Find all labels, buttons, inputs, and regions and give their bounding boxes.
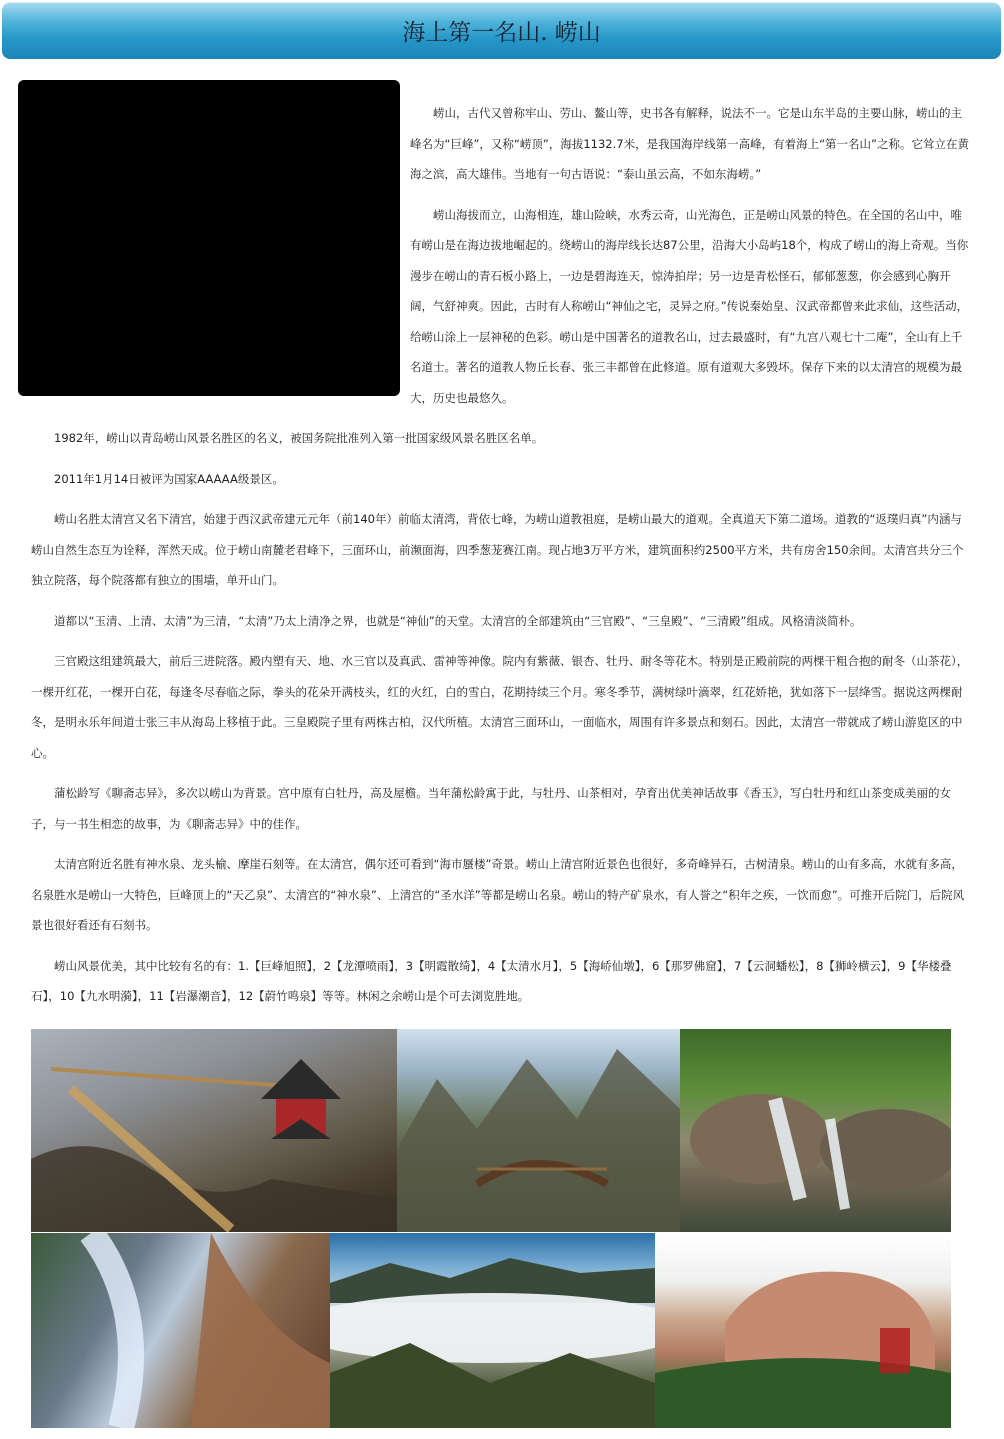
- paragraph-sanguan-hall: 三官殿这组建筑最大，前后三进院落。殿内塑有天、地、水三官以及真武、雷神等神像。院内有紫薇、银杏、牡丹、耐冬等花木。特别是正殿前院的两棵干粗合抱的耐冬（山茶花），一棵开红花，一棵开白花，每逢冬尽春临之际，拳头的花朵开满枝头，红的火红，白的雪白，花期持续三个月。寒冬季节，满树绿叶滴翠，红花娇艳，犹如落下一层绛雪。据说这两棵耐冬，是明永乐年间道士张三丰从海岛上移植于此。三皇殿院子里有两株古柏，汉代所植。太清宫三面环山，一面临水，周围有许多景点和刻石。因此，太清宫一带就成了崂山游览区的中心。: [31, 654, 969, 760]
- carved-rock-photo: [655, 1233, 951, 1428]
- page-title: 海上第一名山. 崂山: [402, 20, 601, 46]
- intro-paragraph-2: 崂山海拔而立，山海相连，雄山险峡，水秀云奇，山光海色，正是崂山风景的特色。在全国的名山中，唯有崂山是在海边拔地崛起的。绕崂山的海岸线长达87公里，沿海大小岛屿18个，构成了崂山的海上奇观。当你漫步在崂山的青石板小路上，一边是碧海连天，惊涛拍岸；另一边是青松怪石，郁郁葱葱，你会感到心胸开阔，气舒神爽。因此，古时有人称崂山“神仙之宅，灵异之府。”传说秦始皇、汉武帝都曾来此求仙，这些活动，给崂山涂上一层神秘的色彩。崂山是中国著名的道教名山，过去最盛时，有“九宫八观七十二庵”，全山有上千名道士。著名的道教人物丘长春、张三丰都曾在此修道。原有道观大多毁坏。保存下来的以太清宫的规模为最大，历史也最悠久。: [410, 207, 969, 405]
- paragraph-1982: 1982年，崂山以青岛崂山风景名胜区的名义，被国务院批准列入第一批国家级风景名胜区名单。: [54, 431, 544, 445]
- intro-paragraph-1: 崂山，古代又曾称牢山、劳山、鳌山等，史书各有解释，说法不一。它是山东半岛的主要山脉，崂山的主峰名为“巨峰”，又称“崂顶”，海拔1132.7米，是我国海岸线第一高峰，有着海上“第一名山”之称。它耸立在黄海之滨，高大雄伟。当地有一句古语说：“泰山虽云高，不如东海崂。”: [410, 106, 969, 181]
- intro-text: [410, 98, 970, 423]
- paragraph-pu-songling: 蒲松龄写《聊斋志异》，多次以崂山为背景。宫中原有白牡丹，高及屋檐。当年蒲松龄寓于此，与牡丹、山茶相对，孕育出优美神话故事《香玉》，写白牡丹和红山茶变成美丽的女子，与一书生相恋的故事，为《聊斋志异》中的佳作。: [31, 786, 951, 831]
- paragraph-2011: 2011年1月14日被评为国家AAAAA级景区。: [54, 471, 284, 486]
- article-body: [31, 423, 973, 1022]
- paragraph-sanqing: 道都以“玉清、上清、太清”为三清，“太清”乃太上清净之界，也就是“神仙”的天堂。太清宫的全部建筑由“三官殿”、“三皇殿”、“三清殿”组成。风格清淡简朴。: [54, 613, 862, 628]
- pavilion-bridge-photo: [31, 1029, 397, 1232]
- stream-photo: [31, 1233, 330, 1428]
- waterfall-photo: [680, 1029, 951, 1232]
- stone-bridge-photo: [397, 1029, 680, 1232]
- sea-of-clouds-photo: [330, 1233, 655, 1428]
- paragraph-scenic-list: 崂山风景优美，其中比较有名的有：1.【巨峰旭照】，2【龙潭喷雨】，3【明霞散绮】，4【太清水月】，5【海峤仙墩】，6【那罗佛窟】，7【云洞蟠松】，8【狮岭横云】，9【华楼叠石】，10【九水明漪】，11【岩瀑潮音】，12【蔚竹鸣泉】等等。林闲之余崂山是个可去浏览胜地。: [31, 958, 952, 1003]
- paragraph-taiqing-palace: 崂山名胜太清宫又名下清宫，始建于西汉武帝建元元年（前140年）前临太清湾，背依七峰，为崂山道教祖庭，是崂山最大的道观。全真道天下第二道场。道教的“返璞归真”内涵与崂山自然生态互为诠释，浑然天成。位于崂山南麓老君峰下，三面环山，前濒面海，四季葱茏赛江南。现占地3万平方米，建筑面积约2500平方米，共有房舍150余间。太清宫共分三个独立院落，每个院落都有独立的围墙，单开山门。: [31, 512, 964, 587]
- page-header: [2, 2, 1001, 59]
- paragraph-nearby-sites: 太清宫附近名胜有神水泉、龙头榆、摩崖石刻等。在太清宫，偶尔还可看到“海市蜃楼”奇景。崂山上清宫附近景色也很好，多奇峰异石，古树清泉。崂山的山有多高，水就有多高，名泉胜水是崂山一大特色，巨峰顶上的“天乙泉”、太清宫的“神水泉”、上清宫的“圣水洋”等都是崂山名泉。崂山的特产矿泉水，有人誉之“积年之疾，一饮而愈”。可推开后院门，后院风景也很好看还有石刻书。: [31, 857, 965, 932]
- video-player[interactable]: [18, 80, 400, 396]
